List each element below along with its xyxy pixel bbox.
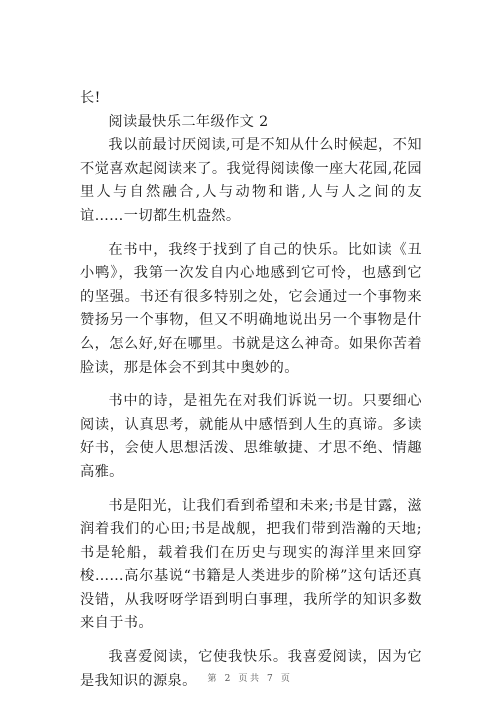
paragraph: 我以前最讨厌阅读,可是不知从什么时候起，不知不觉喜欢起阅读来了。我觉得阅读像一座大花园,花园里人与自然融合,人与动物和谐,人与人之间的友谊……一切都生机盎然。 — [80, 137, 422, 224]
paragraph: 书是阳光，让我们看到希望和未来;书是甘露，滋润着我们的心田;书是战舰，把我们带到浩瀚的天地;书是轮船，载着我们在历史与现实的海洋里来回穿梭……高尔基说“书籍是人类进步的阶梯”这句话还真没错，从我呀呀学语到明白事理，我所学的知识多数来自于书。 — [80, 497, 422, 632]
paragraph: 在书中，我终于找到了自己的快乐。比如读《丑小鸭》，我第一次发自内心地感到它可怜，也感到它的坚强。书还有很多特别之处，它会通过一个事物来赞扬另一个事物，但又不明确地说出另一个事物是什么，怎么好,好在哪里。书就是这么神奇。如果你苦着脸读，那是体会不到其中奥妙的。 — [80, 241, 422, 376]
paragraph-continuation: 长! — [80, 90, 101, 106]
paragraph: 我喜爱阅读，它使我快乐。我喜爱阅读，因为它是我知识的源泉。 — [80, 649, 422, 689]
document-body — [80, 87, 422, 693]
paragraph: 书中的诗，是祖先在对我们诉说一切。只要细心阅读，认真思考，就能从中感悟到人生的真谛。多读好书，会使人思想活泼、思维敏捷、才思不绝、情趣高雅。 — [80, 393, 422, 480]
essay-title: 阅读最快乐二年级作文 2 — [108, 113, 269, 130]
page-number-footer: 第 2 页共 7 页 — [207, 674, 293, 684]
